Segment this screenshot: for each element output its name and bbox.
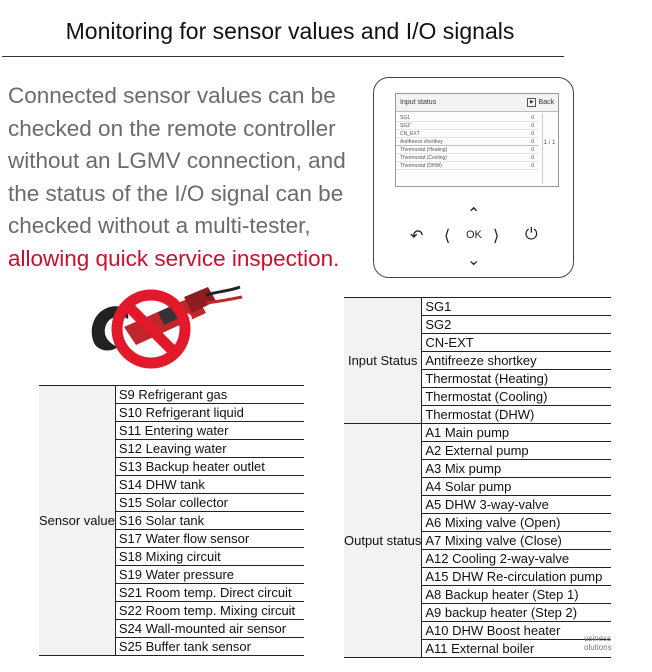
screen-title: Input status (400, 99, 437, 106)
remote-controller (373, 77, 574, 278)
right-arrow-icon[interactable]: ⟩ (493, 228, 500, 245)
down-arrow-icon[interactable]: ⌄ (467, 252, 481, 269)
screen-row-label: CN_EXT (400, 131, 420, 137)
output-item: A3 Mix pump (422, 460, 612, 478)
back-label: Back (538, 99, 554, 106)
screen-row-label: Antifreeze shortkey (400, 139, 443, 145)
sensor-item: S17 Water flow sensor (115, 530, 304, 548)
input-item: SG1 (422, 298, 612, 316)
watermark (584, 634, 612, 652)
watermark-line: usiness (584, 634, 612, 643)
output-item: A1 Main pump (422, 424, 612, 442)
output-item: A8 Backup heater (Step 1) (422, 586, 612, 604)
screen-row-value: 0 (531, 115, 534, 121)
output-item: A4 Solar pump (422, 478, 612, 496)
screen-row-value: 0 (531, 155, 534, 161)
output-category-cell: Output status (344, 424, 422, 658)
page-title: Monitoring for sensor values and I/O signals (65, 18, 515, 44)
sensor-category-cell: Sensor value (39, 386, 115, 656)
screen-row-label: Thermostat (Heating) (400, 147, 448, 153)
sensor-item: S19 Water pressure (115, 566, 304, 584)
screen-list (396, 112, 558, 170)
back-button[interactable] (527, 94, 554, 111)
screen-row (396, 162, 538, 170)
sensor-item: S10 Refrigerant liquid (115, 404, 304, 422)
input-item: Antifreeze shortkey (422, 352, 612, 370)
intro-text: Connected sensor values can be checked on the remote controller without an LGMV connection, and the status of the I/O signal can be checked without a multi-tester, (8, 83, 346, 238)
screen-row (396, 146, 538, 154)
screen-row-label: Thermostat (Cooling) (400, 155, 447, 161)
return-icon[interactable]: ↶ (410, 228, 424, 245)
table-row (344, 424, 611, 442)
io-status-table (344, 297, 611, 658)
output-item: A9 backup heater (Step 2) (422, 604, 612, 622)
sensor-item: S22 Room temp. Mixing circuit (115, 602, 304, 620)
sensor-item: S12 Leaving water (115, 440, 304, 458)
sensor-item: S21 Room temp. Direct circuit (115, 584, 304, 602)
screen-row-value: 0 (531, 131, 534, 137)
table-row (39, 386, 304, 404)
sensor-item: S18 Mixing circuit (115, 548, 304, 566)
screen-row (396, 122, 538, 130)
title-divider (2, 56, 564, 57)
clamp-meter-prohibited (88, 283, 243, 375)
screen-row (396, 138, 538, 146)
input-item: Thermostat (Cooling) (422, 388, 612, 406)
screen-row-label: SG2 (400, 123, 411, 129)
sensor-value-table (39, 385, 304, 656)
sensor-item: S14 DHW tank (115, 476, 304, 494)
ok-button[interactable]: OK (466, 229, 482, 241)
screen-row (396, 154, 538, 162)
sensor-item: S11 Entering water (115, 422, 304, 440)
controller-screen (395, 93, 559, 187)
input-item: CN-EXT (422, 334, 612, 352)
sensor-item: S9 Refrigerant gas (115, 386, 304, 404)
input-item: Thermostat (Heating) (422, 370, 612, 388)
screen-row-value: 0 (531, 163, 534, 169)
power-icon[interactable]: ⏻ (525, 226, 538, 243)
page-indicator: 1 / 1 (542, 114, 556, 184)
output-item: A11 External boiler (422, 640, 612, 658)
output-item: A2 External pump (422, 442, 612, 460)
sensor-item: S25 Buffer tank sensor (115, 638, 304, 656)
screen-row (396, 114, 538, 122)
output-item: A10 DHW Boost heater (422, 622, 612, 640)
sensor-item: S13 Backup heater outlet (115, 458, 304, 476)
screen-row-label: Thermostat (DHW) (400, 163, 442, 169)
screen-row (396, 130, 538, 138)
screen-row-label: SG1 (400, 115, 411, 121)
table-row (344, 298, 611, 316)
output-item: A15 DHW Re-circulation pump (422, 568, 612, 586)
input-category-cell: Input Status (344, 298, 422, 424)
intro-highlight: allowing quick service inspection. (8, 245, 340, 271)
watermark-line: olutions (584, 643, 612, 652)
intro-paragraph (8, 80, 368, 275)
left-arrow-icon[interactable]: ⟨ (444, 228, 451, 245)
input-item: Thermostat (DHW) (422, 406, 612, 424)
sensor-item: S15 Solar collector (115, 494, 304, 512)
back-icon: ▶ (527, 98, 536, 107)
screen-row-value: 0 (531, 147, 534, 153)
output-item: A12 Cooling 2-way-valve (422, 550, 612, 568)
sensor-item: S24 Wall-mounted air sensor (115, 620, 304, 638)
screen-row-value: 0 (531, 123, 534, 129)
sensor-item: S16 Solar tank (115, 512, 304, 530)
output-item: A7 Mixing valve (Close) (422, 532, 612, 550)
output-item: A6 Mixing valve (Open) (422, 514, 612, 532)
output-item: A5 DHW 3-way-valve (422, 496, 612, 514)
screen-header (396, 94, 558, 112)
input-item: SG2 (422, 316, 612, 334)
screen-row-value: 0 (531, 139, 534, 145)
up-arrow-icon[interactable]: ⌃ (467, 206, 481, 223)
